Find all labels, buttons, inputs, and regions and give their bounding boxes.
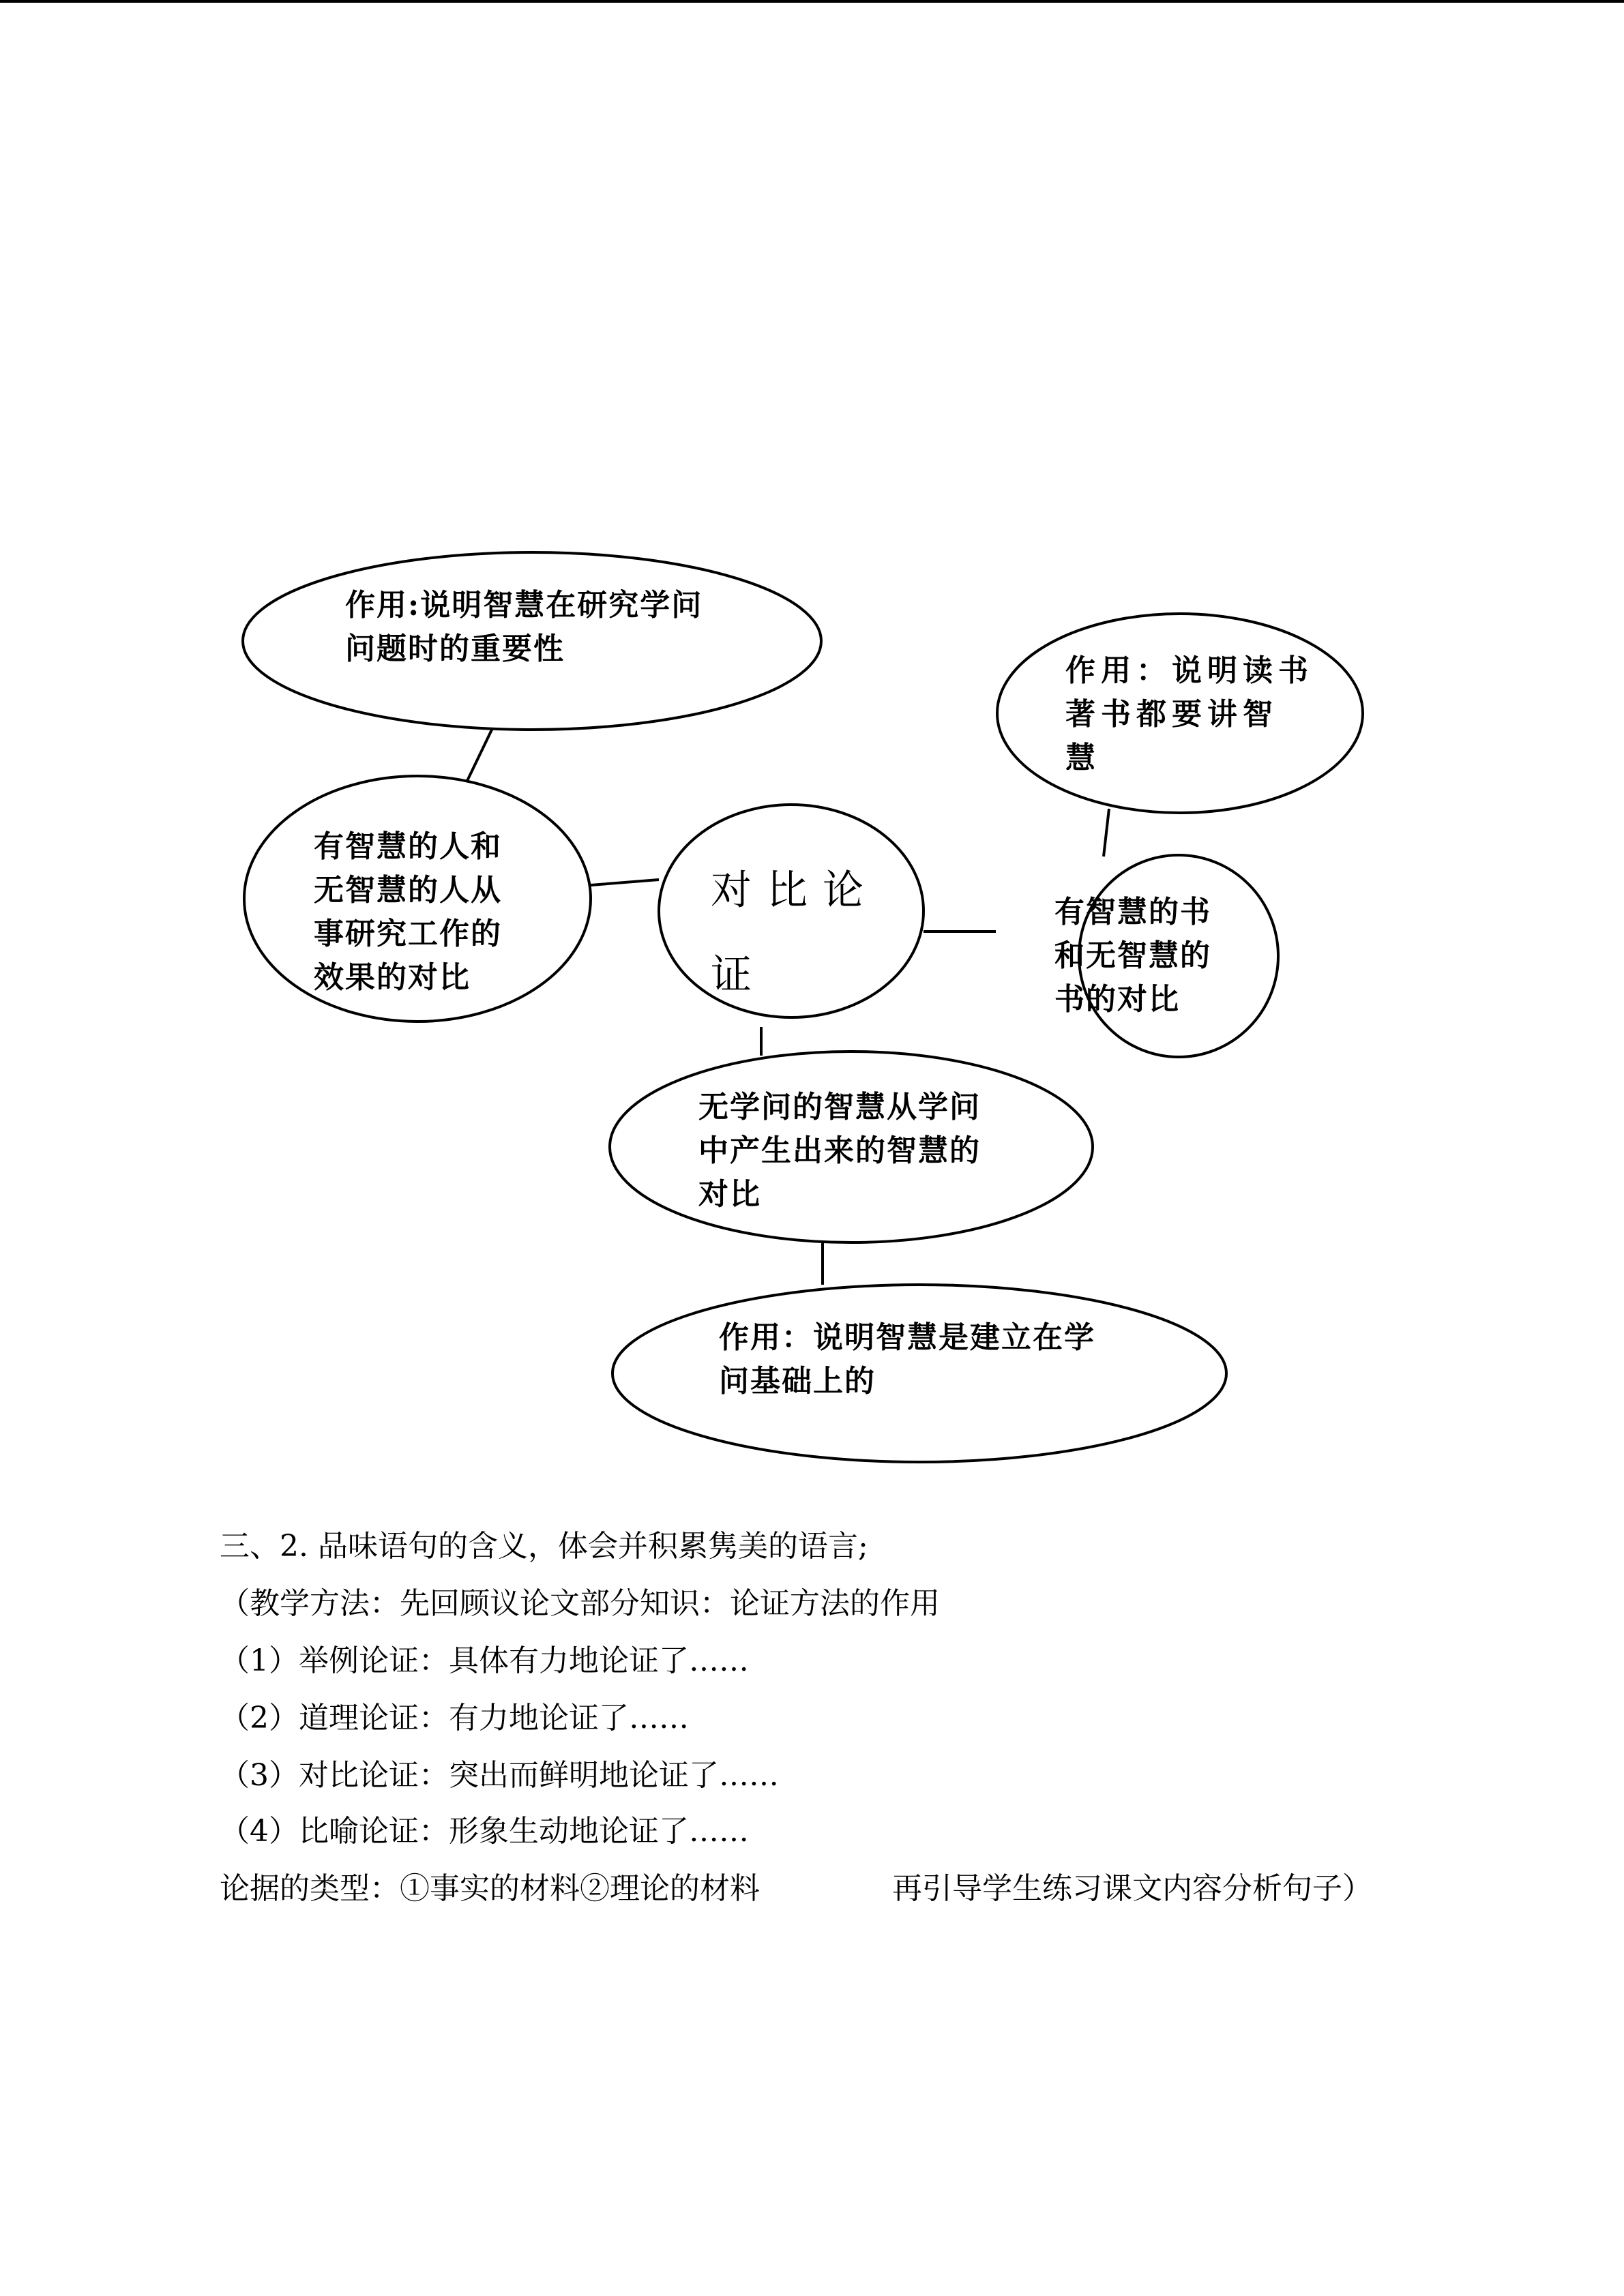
bottom-compare-text: 无学问的智慧从学问 中产生出来的智慧的 对比 — [698, 1090, 981, 1212]
left-compare-text: 有智慧的人和 无智慧的人从 事研究工作的 效果的对比 — [314, 829, 502, 995]
section-heading: 三、2. 品味语句的含义，体会并积累隽美的语言; — [220, 1529, 868, 1564]
method-item: （4）比喻论证：形象生动地论证了…… — [220, 1814, 749, 1849]
right-compare-text: 有智慧的书 和无智慧的 书的对比 — [1054, 895, 1211, 1017]
teaching-method: （教学方法：先回顾议论文部分知识：论证方法的作用 — [220, 1586, 940, 1621]
right-effect-text: 作用：说明读书 著书都要讲智 慧 — [1065, 653, 1314, 775]
left-effect-text: 作用:说明智慧在研究学问 问题时的重要性 — [345, 588, 703, 666]
guide-text: 再引导学生练习课文内容分析句子） — [892, 1871, 1372, 1906]
bottom-effect-text: 作用：说明智慧是建立在学 问基础上的 — [719, 1320, 1095, 1399]
method-item: （3）对比论证：突出而鲜明地论证了…… — [220, 1758, 779, 1793]
evidence-types: 论据的类型：①事实的材料②理论的材料 — [220, 1871, 760, 1906]
method-item: （2）道理论证：有力地论证了…… — [220, 1701, 689, 1735]
center-text: 对比论 证 — [711, 867, 879, 999]
connector-line — [591, 880, 659, 885]
method-item: （1）举例论证：具体有力地论证了…… — [220, 1643, 749, 1678]
connector-line — [1104, 809, 1109, 856]
